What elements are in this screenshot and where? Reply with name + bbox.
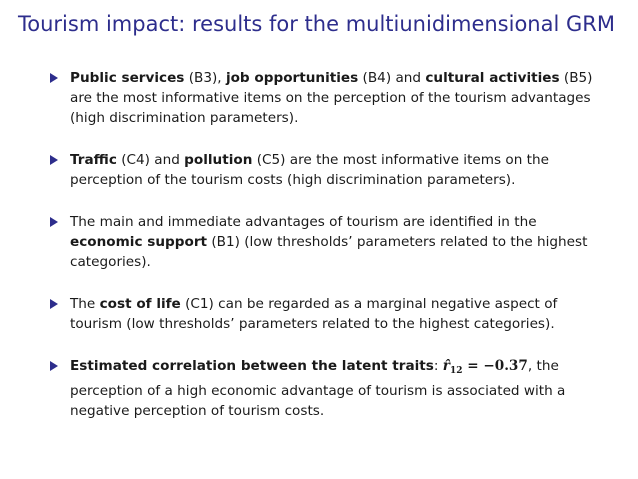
bullet-text: (B5) are the most informative items on the perception of the tourism advantages (high discrimination parameters).: [70, 70, 593, 126]
bullet-triangle-icon: [50, 217, 58, 227]
bullet-text: (B4) and: [358, 70, 426, 86]
bullet-text: The main and immediate advantages of tourism are identified in the: [70, 214, 537, 230]
bullet-emphasis: economic support: [70, 234, 208, 250]
bullet-emphasis: Traffic: [70, 152, 117, 168]
bullet-item-informative-advantages: [50, 68, 610, 128]
bullet-emphasis: cost of life: [99, 296, 181, 312]
bullet-item-correlation: [50, 356, 610, 421]
bullet-text: (B1) (low thresholds’ parameters related to the highest categories).: [70, 234, 588, 270]
bullet-emphasis: pollution: [184, 152, 253, 168]
bullet-item-main-advantages: [50, 212, 610, 272]
bullet-emphasis: job opportunities: [225, 70, 359, 86]
bullet-text: (C1) can be regarded as a marginal negative aspect of tourism (low thresholds’ parameters related to the highest categories).: [70, 296, 558, 332]
bullet-triangle-icon: [50, 361, 58, 371]
bullet-triangle-icon: [50, 155, 58, 165]
bullet-text: (C5) are the most informative items on the perception of the tourism costs (high discrimination parameters).: [70, 152, 549, 188]
bullet-emphasis: Public services: [70, 70, 185, 86]
bullet-item-cost-of-life: [50, 294, 610, 334]
bullet-emphasis: cultural activities: [425, 70, 560, 86]
formula-subscript: 12: [449, 366, 463, 376]
bullet-emphasis: Estimated correlation between the latent traits: [70, 358, 434, 374]
bullet-text: , the perception of a high economic advantage of tourism is associated with a negative perception of tourism costs.: [70, 358, 566, 419]
bullet-text: (C4) and: [116, 152, 185, 168]
bullet-triangle-icon: [50, 73, 58, 83]
bullet-triangle-icon: [50, 299, 58, 309]
correlation-formula: [443, 358, 528, 374]
bullet-list: [50, 68, 610, 443]
formula-value: = −0.37: [462, 358, 528, 374]
formula-symbol: r̂: [442, 358, 450, 374]
slide-title: Tourism impact: results for the multiunidimensional GRM: [18, 12, 615, 36]
bullet-item-informative-costs: [50, 150, 610, 190]
bullet-text: (B3),: [184, 70, 226, 86]
bullet-text: :: [433, 358, 443, 374]
bullet-text: The: [70, 296, 100, 312]
